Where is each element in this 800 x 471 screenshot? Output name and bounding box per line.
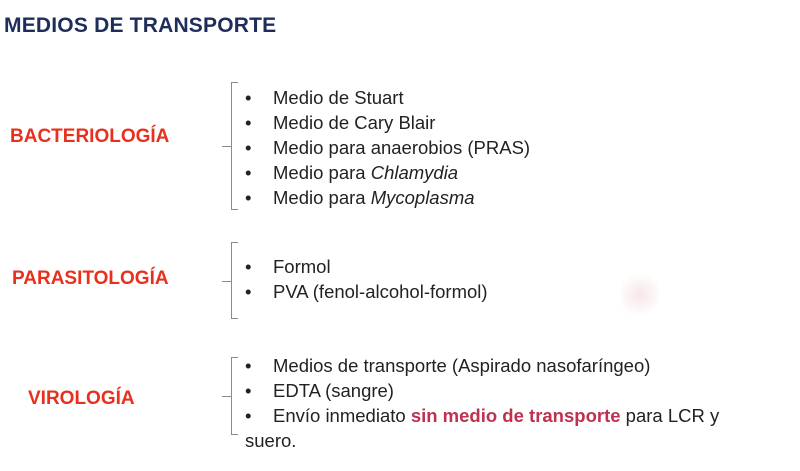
category-parasitologia: PARASITOLOGÍA (12, 268, 169, 289)
list-item: • Envío inmediato sin medio de transporte para LCR y (245, 403, 719, 428)
list-item: • Medio para Mycoplasma (245, 185, 530, 210)
page-title: MEDIOS DE TRANSPORTE (4, 14, 277, 37)
category-bacteriologia: BACTERIOLOGÍA (10, 126, 170, 147)
list-item-continuation: suero. (245, 430, 297, 451)
list-item: • Medio de Stuart (245, 85, 530, 110)
list-item: • Medio para anaerobios (PRAS) (245, 135, 530, 160)
list-item: • Formol (245, 254, 488, 279)
list-item: • Medio de Cary Blair (245, 110, 530, 135)
list-item: • PVA (fenol-alcohol-formol) (245, 279, 488, 304)
bracket-bacteriologia (231, 82, 238, 210)
list-bacteriologia (245, 85, 530, 210)
list-item: • Medio para Chlamydia (245, 160, 530, 185)
list-item: • EDTA (sangre) (245, 378, 719, 403)
bracket-virologia (231, 357, 238, 435)
list-virologia (245, 353, 719, 453)
list-item: • Medios de transporte (Aspirado nasofaríngeo) (245, 353, 719, 378)
bracket-parasitologia (231, 242, 238, 319)
category-virologia: VIROLOGÍA (28, 388, 135, 409)
background-smudge (620, 270, 660, 320)
list-parasitologia (245, 254, 488, 304)
